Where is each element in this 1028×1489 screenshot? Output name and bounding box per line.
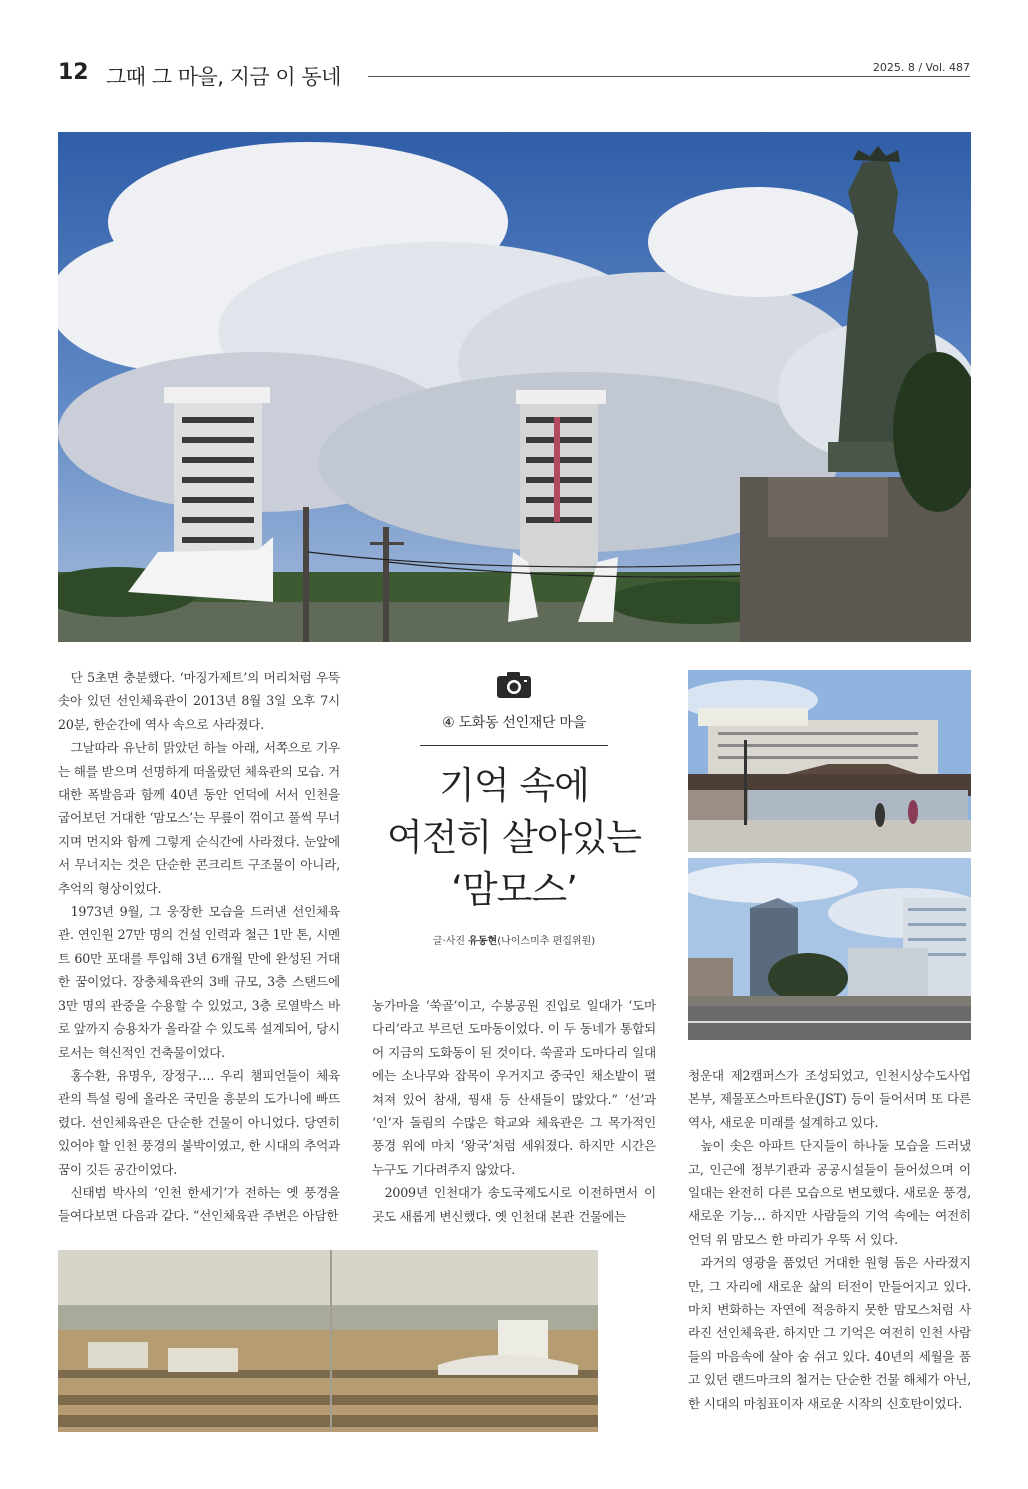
body-column-2: [372, 994, 656, 1228]
camera-icon: [497, 672, 531, 698]
body-column-1: [58, 666, 340, 1228]
series-label: ④ 도화동 선인재단 마을: [442, 715, 586, 731]
page-number: 12: [58, 60, 89, 85]
paragraph: 홍수환, 유명우, 장정구…. 우리 챔피언들이 체육관의 특설 링에 올라온 국민을 흥분의 도가니에 빠뜨렸다. 선인체육관은 단순한 건물이 아니었다. 당연히 있어야 할 인천 풍경의 붙박이였고, 한 시대의 추억과 꿈이 깃든 공간이었다.: [58, 1067, 340, 1177]
paragraph: 높이 솟은 아파트 단지들이 하나둘 모습을 드러냈고, 인근에 정부기관과 공공시설들이 들어섰으며 이 일대는 완전히 다른 모습으로 변모했다. 새로운 풍경, 새로운 기능… 하지만 사람들의 기억 속에는 여전히 언덕 위 맘모스 한 마리가 우뚝 서 있다.: [688, 1138, 971, 1247]
issue-info: 2025. 8 / Vol. 487: [872, 61, 970, 74]
byline-prefix: 글·사진: [432, 936, 466, 947]
headline-line: 여전히 살아있는: [387, 816, 641, 859]
paragraph: 그날따라 유난히 맑았던 하늘 아래, 서쪽으로 기우는 해를 받으며 선명하게 떠올랐던 체육관의 모습. 거대한 폭발음과 함께 40년 동안 언덕에 서서 인천을 굽어보던 거대한 ‘맘모스’는 무릎이 꺾이고 풀썩 무너지며 먼지와 함께 그렇게 순식간에 사라졌다. 눈앞에서 무너지는 것은 단순한 콘크리트 구조물이 아니라, 추억의 형상이었다.: [58, 740, 340, 896]
headline-line: ‘맘모스’: [451, 868, 577, 911]
paragraph: 2009년 인천대가 송도국제도시로 이전하면서 이곳도 새롭게 변신했다. 옛 인천대 본관 건물에는: [372, 1185, 656, 1224]
main-photo: [58, 132, 971, 642]
byline-name: 유동현: [468, 936, 498, 947]
photo-new-town: [688, 858, 971, 1040]
byline-role: (나이스미추 편집위원): [497, 936, 596, 947]
photo-old-campus: [688, 670, 971, 852]
article-headline: [372, 760, 656, 916]
paragraph: 신태범 박사의 ‘인천 한세기’가 전하는 옛 풍경을 들여다보면 다음과 같다. “선인체육관 주변은 아담한: [58, 1184, 340, 1224]
body-column-3: [688, 1064, 971, 1415]
header-rule: [368, 76, 970, 77]
paragraph: 과거의 영광을 품었던 거대한 원형 돔은 사라졌지만, 그 자리에 새로운 삶의 터전이 만들어지고 있다. 마치 변화하는 자연에 적응하지 못한 맘모스처럼 사라진 선인체육관. 하지만 그 기억은 여전히 인천 사람들의 마음속에 살아 숨 쉬고 있다. 40년의 세월을 품고 있던 랜드마크의 철거는 단순한 건물 해체가 아닌, 한 시대의 마침표이자 새로운 시작의 신호탄이었다.: [688, 1255, 971, 1411]
section-title: 그때 그 마을, 지금 이 동네: [106, 65, 341, 89]
archival-photo: [58, 1250, 598, 1432]
byline: [372, 932, 656, 947]
paragraph: 청운대 제2캠퍼스가 조성되었고, 인천시상수도사업본부, 제물포스마트타운(JST) 등이 들어서며 또 다른 역사, 새로운 미래를 설계하고 있다.: [688, 1068, 971, 1130]
headline-line: 기억 속에: [439, 764, 589, 807]
series-rule: [420, 745, 608, 746]
paragraph: 농가마을 ‘쑥골’이고, 수봉공원 진입로 일대가 ‘도마다리’라고 부르던 도마동이었다. 이 두 동네가 통합되어 지금의 도화동이 된 것이다. 쑥골과 도마다리 일대에는 소나무와 잡목이 우거지고 중국인 채소밭이 펼쳐져 있어 참새, 꿩새 등 산새들이 많았다.” ‘선’과 ‘인’자 돌림의 수많은 학교와 체육관은 그 목가적인 풍경 위에 마치 ‘왕국’처럼 세워졌다. 하지만 시간은 누구도 기다려주지 않았다.: [372, 998, 656, 1177]
paragraph: 단 5초면 충분했다. ‘마징가제트’의 머리처럼 우뚝 솟아 있던 선인체육관이 2013년 8월 3일 오후 7시 20분, 한순간에 역사 속으로 사라졌다.: [58, 670, 340, 732]
paragraph: 1973년 9월, 그 웅장한 모습을 드러낸 선인체육관. 연인원 27만 명의 건설 인력과 철근 1만 톤, 시멘트 60만 포대를 투입해 3년 6개월 만에 완성된 거대한 꿈이었다. 장충체육관의 3배 규모, 3층 스탠드에 3만 명의 관중을 수용할 수 있었고, 3층 로열박스 바로 앞까지 승용차가 올라갈 수 있도록 설계되어, 당시로서는 혁신적인 건축물이었다.: [58, 904, 340, 1060]
